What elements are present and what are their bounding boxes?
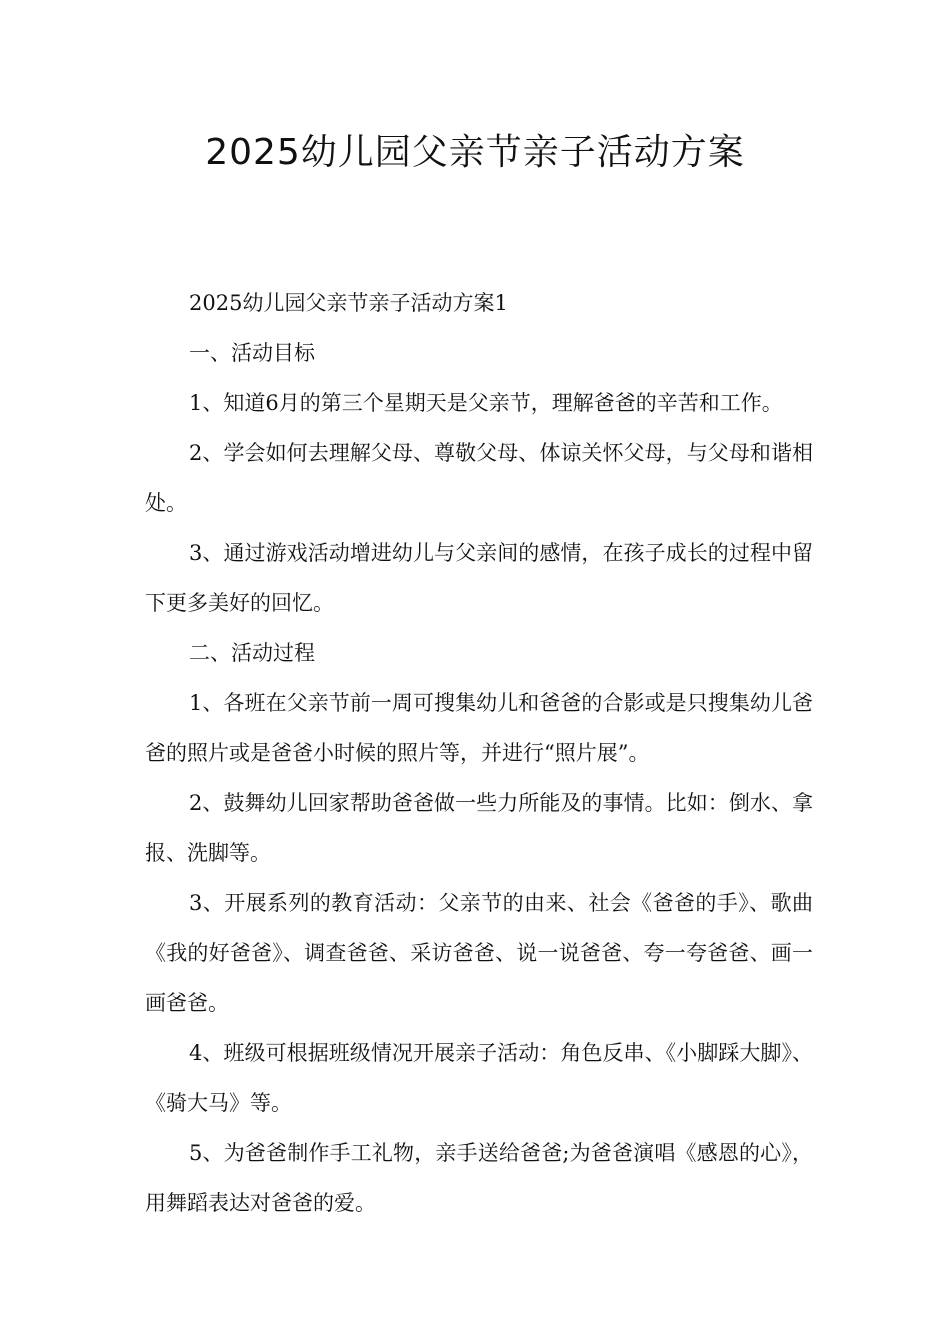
goal-item-3: 3、通过游戏活动增进幼儿与父亲间的感情，在孩子成长的过程中留下更多美好的回忆。 xyxy=(145,541,813,615)
process-item-3: 3、开展系列的教育活动：父亲节的由来、社会《爸爸的手》、歌曲《我的好爸爸》、调查爸爸、采访爸爸、说一说爸爸、夸一夸爸爸、画一画爸爸。 xyxy=(145,891,813,1015)
goal-item-1: 1、知道6月的第三个星期天是父亲节，理解爸爸的辛苦和工作。 xyxy=(189,391,783,415)
section-heading: 2025幼儿园父亲节亲子活动方案1 xyxy=(189,291,508,315)
process-item-5: 5、为爸爸制作手工礼物，亲手送给爸爸;为爸爸演唱《感恩的心》，用舞蹈表达对爸爸的爱。 xyxy=(145,1141,813,1215)
process-item-4: 4、班级可根据班级情况开展亲子活动：角色反串、《小脚踩大脚》、《骑大马》等。 xyxy=(145,1041,813,1115)
subsection-heading-goals: 一、活动目标 xyxy=(189,341,315,365)
document-body xyxy=(145,278,813,1228)
process-item-1: 1、各班在父亲节前一周可搜集幼儿和爸爸的合影或是只搜集幼儿爸爸的照片或是爸爸小时候的照片等，并进行“照片展”。 xyxy=(145,691,813,765)
subsection-heading-process: 二、活动过程 xyxy=(189,641,315,665)
process-item-2: 2、鼓舞幼儿回家帮助爸爸做一些力所能及的事情。比如：倒水、拿报、洗脚等。 xyxy=(145,791,813,865)
goal-item-2: 2、学会如何去理解父母、尊敬父母、体谅关怀父母，与父母和谐相处。 xyxy=(145,441,813,515)
document-title: 2025幼儿园父亲节亲子活动方案 xyxy=(205,132,745,173)
